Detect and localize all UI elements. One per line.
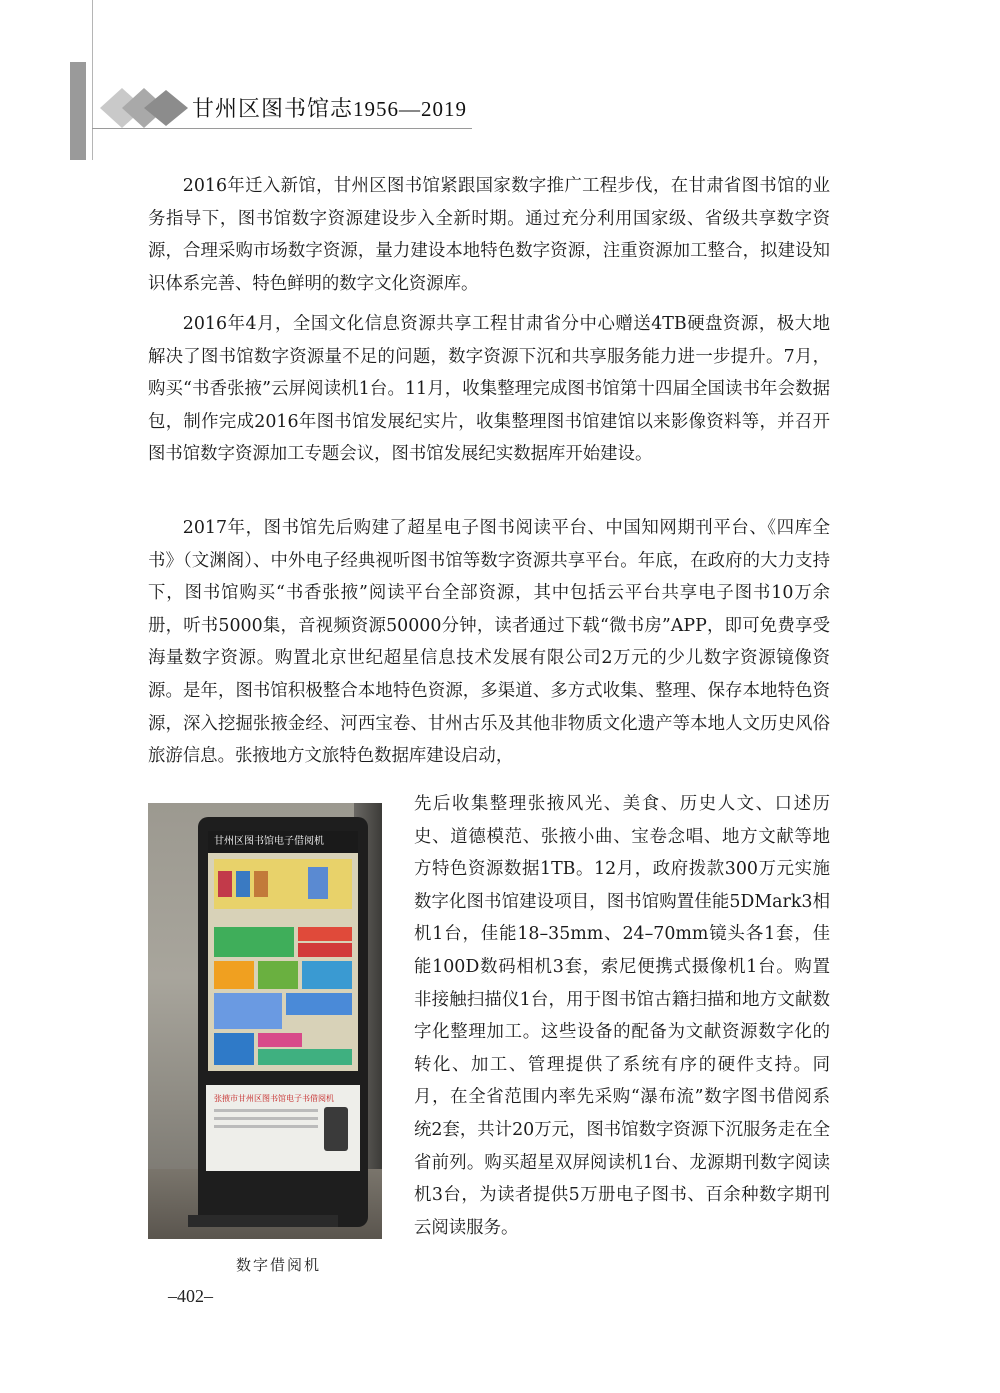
screen-tile-teal xyxy=(258,1049,352,1065)
paragraph-3: 2017年，图书馆先后购建了超星电子图书阅读平台、中国知网期刊平台、《四库全书》（文渊阁）、中外电子经典视听图书馆等数字资源共享平台。年底，在政府的大力支持下，图书馆购买“书香张掖”阅读平台全部资源，其中包括云平台共享电子图书10万余册，听书5000集，音视频资源50000分钟，读者通过下载“微书房”APP，即可免费享受海量数字资源。购置北京世纪超星信息技术发展有限公司2万元的少儿数字资源镜像资源。是年，图书馆积极整合本地特色资源，多渠道、多方式收集、整理、保存本地特色资源，深入挖掘张掖金经、河西宝卷、甘州古乐及其他非物质文化遗产等本地人文历史风俗旅游信息。张掖地方文旅特色数据库建设启动， xyxy=(148,518,830,767)
screen-tile-green xyxy=(214,927,294,957)
screen-tile-red xyxy=(298,943,352,957)
header-years: 1956—2019 xyxy=(353,97,468,121)
page-number: –402– xyxy=(168,1286,213,1306)
kiosk-photo xyxy=(148,803,382,1239)
kiosk-info-panel xyxy=(206,1085,360,1171)
screen-tile-green xyxy=(258,961,298,989)
panel-text-line xyxy=(214,1117,318,1120)
panel-title: 张掖市甘州区图书馆电子书借阅机 xyxy=(214,1094,334,1103)
screen-tile-pink xyxy=(258,1033,302,1047)
screen-tile-red xyxy=(298,927,352,941)
screen-tile-blue xyxy=(214,1033,254,1065)
header-vertical-rule xyxy=(92,0,93,160)
kiosk-screen xyxy=(208,831,358,1071)
screen-tile-blue xyxy=(214,993,282,1029)
kiosk-stand xyxy=(188,1215,338,1227)
panel-phone-image xyxy=(324,1107,348,1151)
screen-banner-tile xyxy=(214,859,352,909)
screen-book-cover xyxy=(218,871,232,897)
screen-book-cover xyxy=(308,867,328,899)
paragraph-3-continued: 先后收集整理张掖风光、美食、历史人文、口述历史、道德模范、张掖小曲、宝卷念唱、地方文献等地方特色资源数据1TB。12月，政府拨款300万元实施数字化图书馆建设项目，图书馆购置佳能5DMark3相机1台，佳能18–35mm、24–70mm镜头各1套，佳能100D数码相机3套，索尼便携式摄像机1台。购置非接触扫描仪1台，用于图书馆古籍扫描和地方文献数字化整理加工。这些设备的配备为文献资源数字化的转化、加工、管理提供了系统有序的硬件支持。同月，在全省范围内率先采购“瀑布流”数字图书借阅系统2套，共计20万元，图书馆数字资源下沉服务走在全省前列。购买超星双屏阅读机1台、龙源期刊数字阅读机3台，为读者提供5万册电子图书、百余种数字期刊云阅读服务。 xyxy=(414,794,830,1238)
panel-text-line xyxy=(214,1125,318,1128)
screen-tile-blue xyxy=(286,993,352,1015)
screen-title-bar: 甘州区图书馆电子借阅机 xyxy=(208,831,358,853)
header-diamond-ornament xyxy=(98,86,190,130)
header-side-bar xyxy=(70,62,86,160)
screen-book-cover xyxy=(236,871,250,897)
screen-tile-orange xyxy=(214,961,254,989)
panel-text-line xyxy=(214,1109,318,1112)
header-title: 甘州区图书馆志 xyxy=(192,97,354,122)
screen-tile-blue xyxy=(302,961,352,989)
photo-caption: 数字借阅机 xyxy=(236,1256,322,1274)
screen-book-cover xyxy=(254,871,268,897)
kiosk-body xyxy=(198,817,368,1227)
paragraph-1: 2016年迁入新馆，甘州区图书馆紧跟国家数字推广工程步伐，在甘肃省图书馆的业务指导下，图书馆数字资源建设步入全新时期。通过充分利用国家级、省级共享数字资源，合理采购市场数字资源，量力建设本地特色数字资源，注重资源加工整合，拟建设知识体系完善、特色鲜明的数字文化资源库。 xyxy=(148,176,830,294)
running-header xyxy=(192,92,467,123)
paragraph-2: 2016年4月，全国文化信息资源共享工程甘肃省分中心赠送4TB硬盘资源，极大地解决了图书馆数字资源量不足的问题，数字资源下沉和共享服务能力进一步提升。7月，购买“书香张掖”云屏阅读机1台。11月，收集整理完成图书馆第十四届全国读书年会数据包，制作完成2016年图书馆发展纪实片，收集整理图书馆建馆以来影像资料等，并召开图书馆数字资源加工专题会议，图书馆发展纪实数据库开始建设。 xyxy=(148,314,830,465)
